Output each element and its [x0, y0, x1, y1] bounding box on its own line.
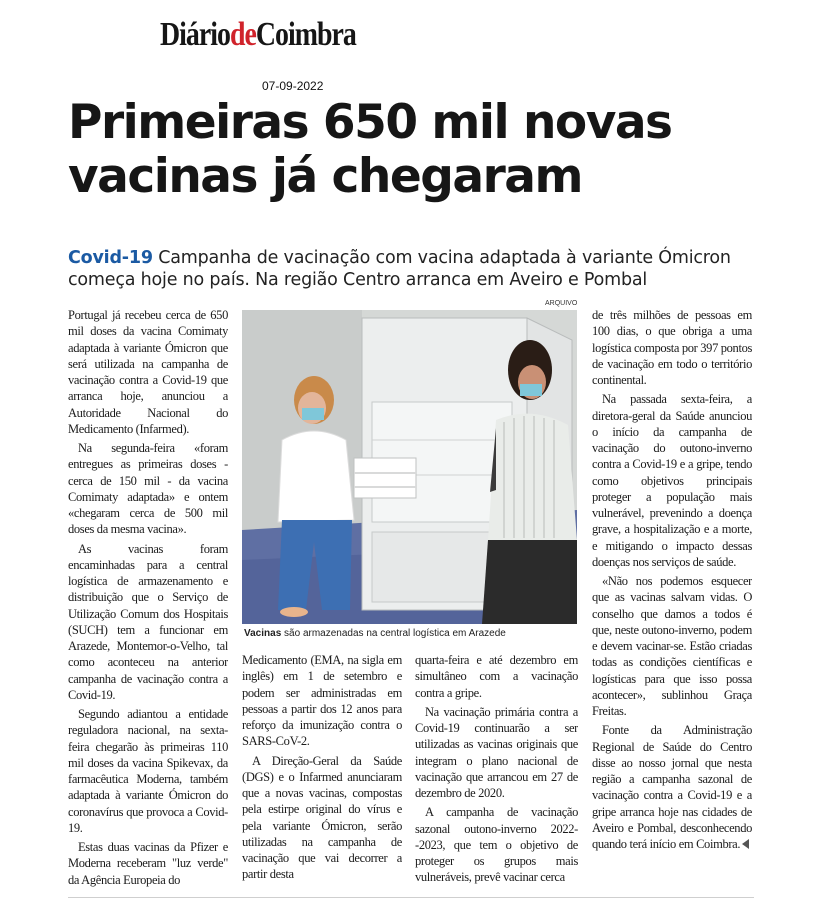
article-column-3: [415, 652, 578, 892]
end-of-article-icon: [742, 839, 749, 849]
paragraph: A Direção-Geral da Saúde (DGS) e o Infarmed anunciaram que a novas vacinas, compostas pela estirpe original do vírus e pela variante Ómicron, serão utilizadas na campanha de vacinação que vai decorrer a partir desta: [242, 753, 402, 882]
paragraph: Medicamento (EMA, na sigla em inglês) em 1 de setembro e podem ser administradas em pessoas a partir dos 12 anos para reforço da imunização contra o SARS-CoV-2.: [242, 653, 402, 749]
lead-kicker: Covid-19: [68, 248, 153, 268]
paragraph: As vacinas foram encaminhadas para a central logística de armazenamento e distribuição que o Serviço de Utilização Comum dos Hospitais (SUCH) tem a funcionar em Arazede, Montemor-o-Velho, tal como aconteceu na anterior campanha de vacinação contra a Covid-19.: [68, 541, 228, 702]
newspaper-masthead: [160, 12, 390, 58]
lead-text: Campanha de vacinação com vacina adaptada à variante Ómicron começa hoje no país. Na região Centro arranca em Aveiro e Pombal: [68, 248, 731, 290]
article-column-1: [68, 307, 228, 891]
masthead-part-de: de: [229, 16, 256, 53]
photo-caption: [244, 628, 584, 639]
vaccine-storage-photo-illustration: [242, 310, 577, 624]
paragraph: A campanha de vacinação sazonal outono-inverno 2022--2023, que tem o objetivo de proteger os grupos mais vulneráveis, prevê vacinar cerca: [415, 805, 578, 885]
caption-text: são armazenadas na central logística em Arazede: [284, 628, 506, 639]
bottom-divider: [68, 897, 754, 898]
paragraph: Na segunda-feira «foram entregues as primeiras doses - cerca de 150 mil - da vacina Comimaty adaptada» e ontem «chegaram cerca de 500 mil doses da mesma vacina».: [68, 441, 228, 537]
headline-line-2: vacinas já chegaram: [68, 149, 582, 204]
paragraph: Na vacinação primária contra a Covid-19 continuarão a ser utilizadas as vacinas originais que integram o plano nacional de vacinação que arrancou em 27 de dezembro de 2020.: [415, 704, 578, 800]
masthead-part-diario: Diário: [160, 16, 230, 53]
headline-line-1: Primeiras 650 mil novas: [68, 95, 672, 150]
masthead-part-coimbra: Coimbra: [255, 16, 356, 53]
paragraph: quarta-feira e até dezembro em simultâneo com a vacinação contra a gripe.: [415, 653, 578, 700]
caption-bold: Vacinas: [244, 628, 282, 639]
photo-credit: ARQUIVO: [545, 300, 578, 307]
paragraph-text: Fonte da Administração Regional de Saúde do Centro disse ao nosso jornal que nesta região a campanha sazonal de vacinação contra a Covid-19 e a gripe arranca hoje nas cidades de Aveiro e Pombal, desconhecendo quando terá início em Coimbra.: [592, 723, 752, 851]
paragraph: Estas duas vacinas da Pfizer e Moderna receberam "luz verde" da Agência Europeia do: [68, 840, 228, 887]
paragraph: Portugal já recebeu cerca de 650 mil doses da vacina Comimaty adaptada à variante Ómicron que será utilizada na campanha de vacinação contra a Covid-19 que arranca hoje, anunciou a Autoridade Nacional do Medicamento (Infarmed).: [68, 308, 228, 436]
paragraph: Na passada sexta-feira, a diretora-geral da Saúde anunciou o início da campanha de vacinação do outono-inverno contra a Covid-19 e a gripe, tendo como objetivos principais proteger a população mais vulnerável, prevenindo a doença grave, a hospitalização e a morte, e mitigando o impacto dessas doenças nos serviços de saúde.: [592, 392, 752, 569]
publication-date: 07-09-2022: [262, 79, 324, 93]
paragraph: [592, 722, 752, 852]
paragraph: «Não nos podemos esquecer que as vacinas salvam vidas. O conselho que damos a todos é que, neste outono-inverno, podem e devem vacinar-se. Estão criadas todas as condições científicas e logísticas para que isso possa acontecer», sublinhou Graça Freitas.: [592, 574, 752, 718]
paragraph: de três milhões de pessoas em 100 dias, o que obriga a uma logística composta por 397 pontos de vacinação em todo o território continental.: [592, 308, 752, 387]
article-column-4: [592, 307, 752, 891]
article-column-2: [242, 652, 402, 892]
article-photo: [242, 310, 577, 624]
article-headline: [68, 96, 788, 204]
paragraph: Segundo adiantou a entidade reguladora nacional, na sexta-feira chegarão às primeiras 110 mil doses da vacina Spikevax, da farmacêutica Moderna, também adaptada à variante Ómicron do coronavírus que provoca a Covid-19.: [68, 707, 228, 835]
article-lead: [68, 247, 768, 291]
